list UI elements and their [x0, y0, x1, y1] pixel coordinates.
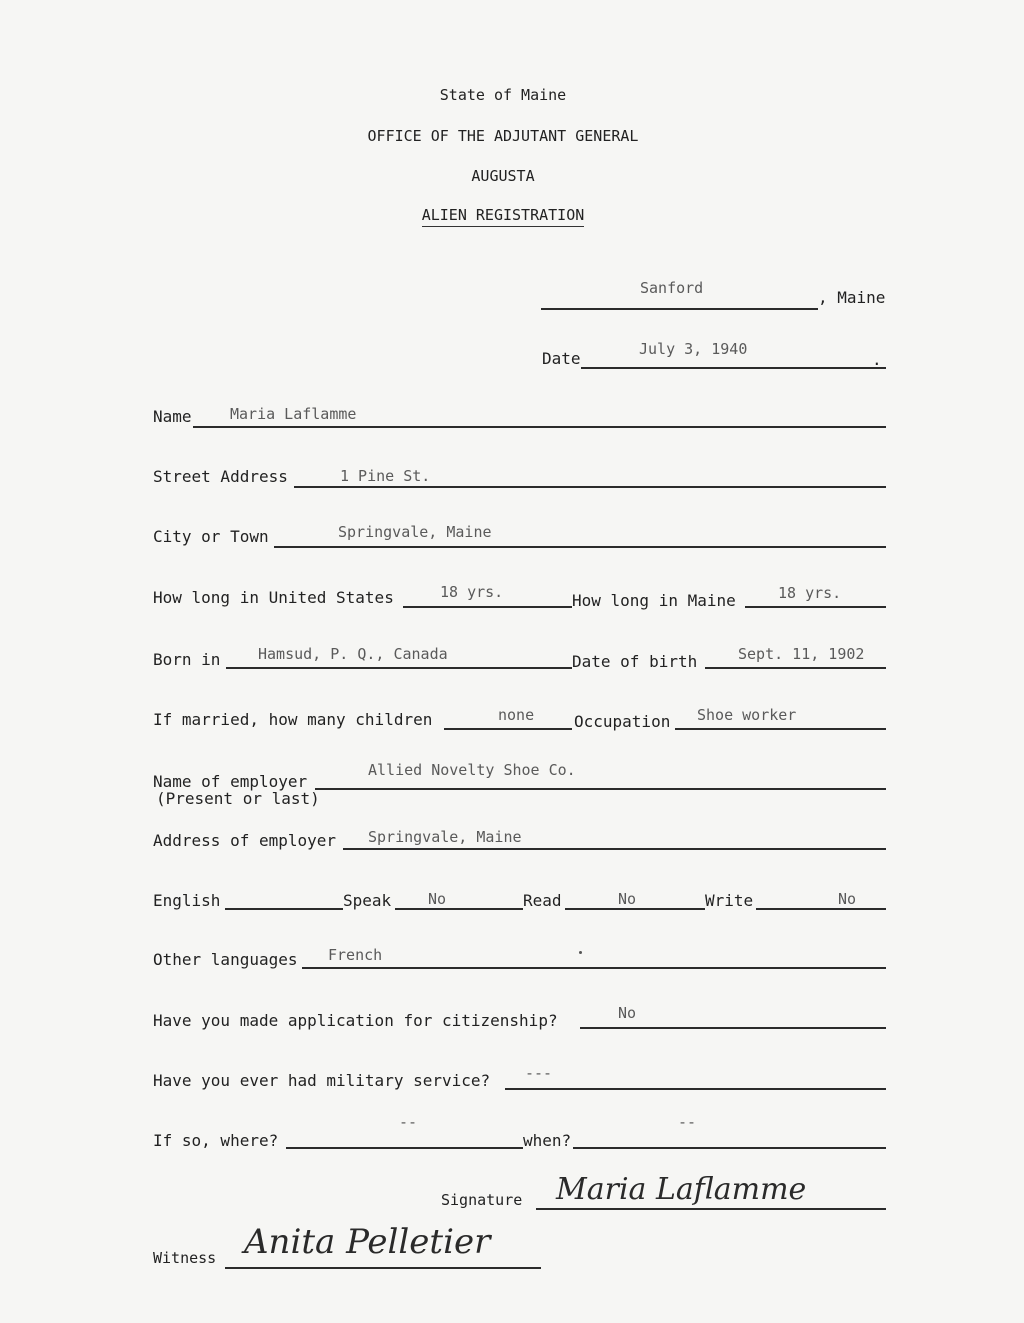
witness-label: Witness	[153, 1249, 217, 1267]
occupation-line	[675, 728, 886, 730]
employer-address-label: Address of employer	[153, 831, 337, 850]
military-label: Have you ever had military service?	[153, 1071, 491, 1090]
where-value: --	[399, 1113, 418, 1131]
children-value: none	[498, 706, 535, 724]
english-label: English	[153, 891, 221, 910]
date-label: Date	[542, 349, 581, 368]
speak-line	[395, 908, 523, 910]
citizenship-value: No	[618, 1004, 637, 1022]
write-value: No	[838, 890, 857, 908]
military-value: ---	[525, 1064, 553, 1082]
city-heading: AUGUSTA	[471, 167, 535, 185]
where-line	[286, 1147, 523, 1149]
citizenship-line	[580, 1027, 886, 1029]
street-label: Street Address	[153, 467, 288, 486]
other-languages-line	[302, 967, 886, 969]
city-town-label: City or Town	[153, 527, 269, 546]
signature-label: Signature	[441, 1191, 523, 1209]
signature-line	[536, 1208, 886, 1210]
write-line	[756, 908, 886, 910]
date-end-mark: .	[872, 350, 882, 369]
read-line	[565, 908, 705, 910]
where-label: If so, where?	[153, 1131, 279, 1150]
city-town-value: Springvale, Maine	[338, 523, 492, 541]
years-me-value: 18 yrs.	[778, 584, 842, 602]
years-me-label: How long in Maine	[572, 591, 736, 610]
born-in-label: Born in	[153, 650, 221, 669]
name-value: Maria Laflamme	[230, 405, 357, 423]
years-us-label: How long in United States	[153, 588, 394, 607]
employer-sublabel: (Present or last)	[156, 789, 320, 808]
born-in-value: Hamsud, P. Q., Canada	[258, 645, 448, 663]
citizenship-label: Have you made application for citizenship?	[153, 1011, 558, 1030]
write-label: Write	[705, 891, 754, 910]
read-value: No	[618, 890, 637, 908]
employer-address-line	[343, 848, 886, 850]
employer-line	[315, 788, 886, 790]
when-line	[573, 1147, 886, 1149]
form-title: ALIEN REGISTRATION	[0, 206, 1006, 224]
other-languages-value: French	[328, 946, 383, 964]
city-town-line	[274, 546, 886, 548]
state-heading: State of Maine	[439, 86, 567, 104]
speak-label: Speak	[343, 891, 392, 910]
dob-value: Sept. 11, 1902	[738, 645, 865, 663]
place-suffix: , Maine	[818, 288, 886, 307]
read-label: Read	[523, 891, 562, 910]
dob-line	[705, 667, 886, 669]
born-in-line	[226, 667, 572, 669]
witness-line	[225, 1267, 541, 1269]
years-me-line	[745, 606, 886, 608]
years-us-value: 18 yrs.	[440, 583, 504, 601]
when-label: when?	[523, 1131, 572, 1150]
employer-label: Name of employer	[153, 772, 308, 791]
other-languages-label: Other languages	[153, 950, 298, 969]
name-line	[193, 426, 886, 428]
children-label: If married, how many children	[153, 710, 433, 729]
signature: Maria Laflamme	[556, 1172, 807, 1207]
occupation-value: Shoe worker	[697, 706, 797, 724]
english-line	[225, 908, 343, 910]
children-line	[444, 728, 572, 730]
date-value: July 3, 1940	[639, 340, 748, 358]
street-line	[294, 486, 886, 488]
office-heading: OFFICE OF THE ADJUTANT GENERAL	[367, 127, 639, 145]
employer-address-value: Springvale, Maine	[368, 828, 522, 846]
name-label: Name	[153, 407, 192, 426]
street-value: 1 Pine St.	[340, 467, 431, 485]
military-line	[505, 1088, 886, 1090]
ink-speck	[579, 951, 582, 954]
dob-label: Date of birth	[572, 652, 698, 671]
speak-value: No	[428, 890, 447, 908]
place-value: Sanford	[640, 279, 704, 297]
employer-value: Allied Novelty Shoe Co.	[368, 761, 576, 779]
witness-signature: Anita Pelletier	[244, 1222, 491, 1262]
years-us-line	[403, 606, 572, 608]
place-line	[541, 308, 818, 310]
date-line	[581, 367, 886, 369]
when-value: --	[678, 1113, 697, 1131]
occupation-label: Occupation	[574, 712, 671, 731]
